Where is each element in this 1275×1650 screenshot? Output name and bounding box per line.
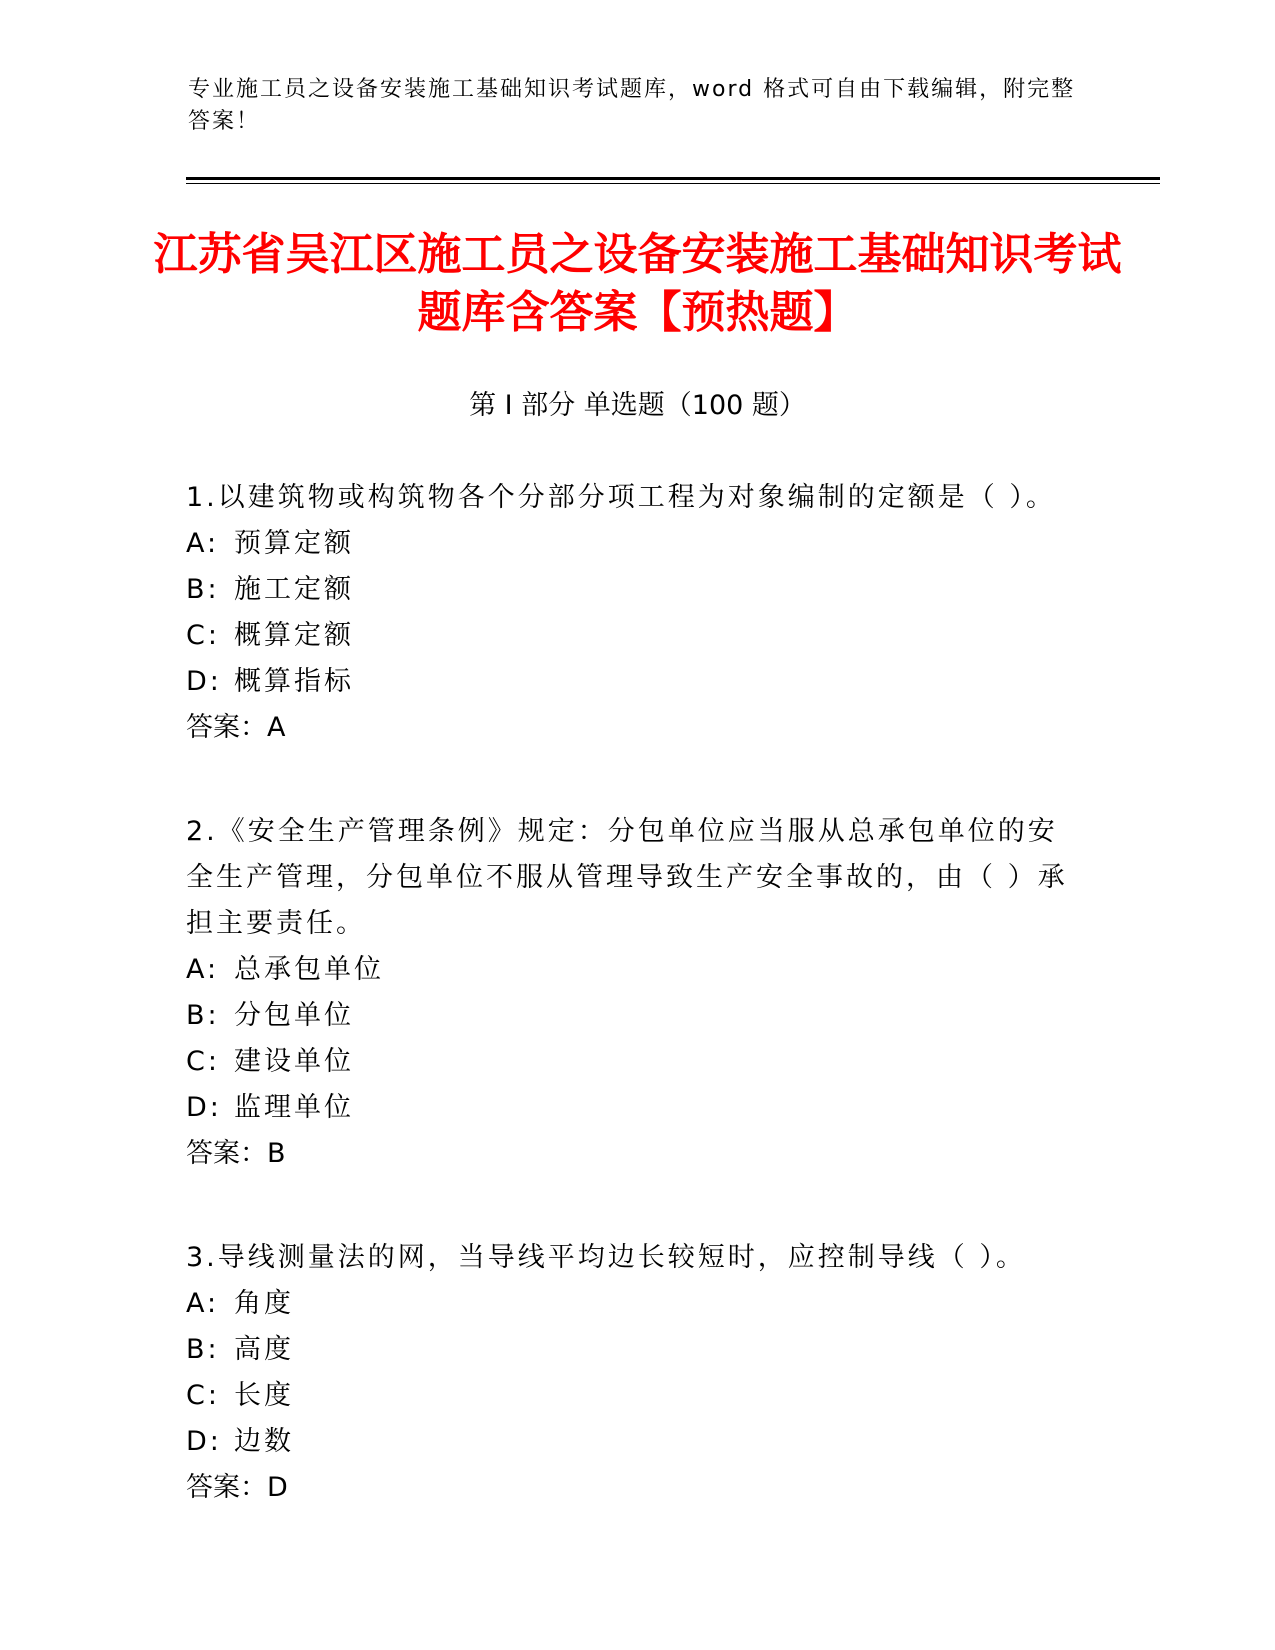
section-heading: 第 I 部分 单选题（100 题）	[469, 390, 806, 421]
question-list	[186, 475, 1086, 1569]
header-rule-thin	[186, 183, 1160, 184]
option-text: 总承包单位	[234, 954, 384, 985]
question-2	[186, 809, 1086, 1177]
header-note: 专业施工员之设备安装施工基础知识考试题库，word 格式可自由下载编辑，附完整答案！	[188, 77, 1076, 134]
question-1	[186, 475, 1086, 751]
option-text: 长度	[234, 1380, 294, 1411]
option-key: D:	[186, 1426, 222, 1457]
option-text: 预算定额	[234, 528, 354, 559]
option-a	[186, 1281, 1086, 1327]
option-b	[186, 1327, 1086, 1373]
option-text: 施工定额	[234, 574, 354, 605]
option-text: 高度	[234, 1334, 294, 1365]
answer-line: 答案：B	[186, 1138, 286, 1169]
option-d	[186, 1085, 1086, 1131]
document-title: 江苏省吴江区施工员之设备安装施工基础知识考试题库含答案【预热题】	[153, 229, 1122, 338]
question-stem: 1.以建筑物或构筑物各个分部分项工程为对象编制的定额是（ ）。	[186, 482, 1056, 513]
answer-line: 答案：D	[186, 1472, 288, 1503]
option-b	[186, 993, 1086, 1039]
option-key: B:	[186, 1334, 220, 1365]
option-text: 边数	[234, 1426, 294, 1457]
option-c	[186, 1039, 1086, 1085]
question-3	[186, 1235, 1086, 1511]
option-text: 概算指标	[234, 666, 354, 697]
option-text: 概算定额	[234, 620, 354, 651]
option-key: D:	[186, 666, 222, 697]
option-a	[186, 947, 1086, 993]
answer-line: 答案：A	[186, 712, 286, 743]
option-text: 监理单位	[234, 1092, 354, 1123]
option-key: C:	[186, 620, 220, 651]
option-c	[186, 1373, 1086, 1419]
option-key: A:	[186, 1288, 220, 1319]
option-key: A:	[186, 528, 220, 559]
option-key: C:	[186, 1046, 220, 1077]
option-text: 建设单位	[234, 1046, 354, 1077]
option-c	[186, 613, 1086, 659]
option-b	[186, 567, 1086, 613]
option-key: A:	[186, 954, 220, 985]
option-text: 分包单位	[234, 1000, 354, 1031]
option-text: 角度	[234, 1288, 294, 1319]
question-stem: 2.《安全生产管理条例》规定：分包单位应当服从总承包单位的安全生产管理，分包单位不服从管理导致生产安全事故的，由（ ）承担主要责任。	[186, 816, 1068, 939]
option-key: C:	[186, 1380, 220, 1411]
question-stem: 3.导线测量法的网，当导线平均边长较短时，应控制导线（ ）。	[186, 1242, 1026, 1273]
option-key: D:	[186, 1092, 222, 1123]
option-key: B:	[186, 574, 220, 605]
option-a	[186, 521, 1086, 567]
header-rule-thick	[186, 177, 1160, 180]
option-key: B:	[186, 1000, 220, 1031]
option-d	[186, 659, 1086, 705]
option-d	[186, 1419, 1086, 1465]
